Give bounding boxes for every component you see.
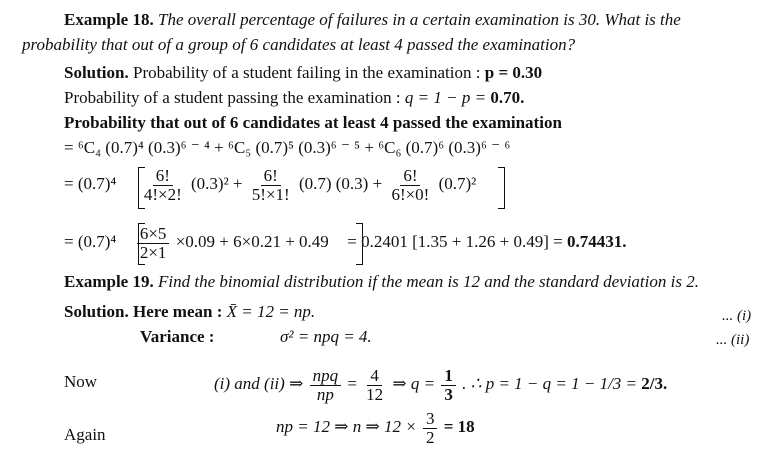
mean-equation: X̄ = 12 = np. xyxy=(226,302,316,321)
again-equation: np = 12 ⇒ n ⇒ 12 × xyxy=(276,417,417,436)
mean-line xyxy=(64,302,315,322)
term-5: = 0.2401 [1.35 + 1.26 + 0.49] = xyxy=(347,232,563,251)
example-18-line-2: probability that out of a group of 6 candidates at least 4 passed the examination? xyxy=(22,35,576,54)
now-derivation xyxy=(214,362,667,408)
mean-reference: ... (i) xyxy=(722,308,752,324)
passing-value: 0.70. xyxy=(490,88,525,107)
term-3: (0.7)² xyxy=(438,174,477,193)
failing-text: Probability of a student failing in the examination : xyxy=(132,63,481,82)
variance-reference: ... (ii) xyxy=(716,332,750,348)
fraction-expansion-line xyxy=(64,162,476,208)
right-bracket-1 xyxy=(498,167,505,209)
passing-probability-line xyxy=(64,88,524,108)
therefore-p: . ∴ p = 1 − q = 1 − 1/3 = xyxy=(462,374,638,393)
now-label: Now xyxy=(64,372,98,391)
simplification-line xyxy=(64,220,626,266)
passing-text: Probability of a student passing the examination : xyxy=(64,88,401,107)
left-bracket-2 xyxy=(138,223,145,265)
fraction-6-over-5-1: $\frac{6!}{5!\times 1!}$ xyxy=(251,165,290,204)
solution-19-label: Solution. xyxy=(64,302,129,321)
implies-q: ⇒ q = xyxy=(392,374,436,393)
equals-sign: = xyxy=(347,374,357,393)
failing-probability-line xyxy=(64,63,542,83)
final-result: 0.74431. xyxy=(566,232,627,251)
now-prefix: (i) and (ii) ⇒ xyxy=(214,374,304,393)
section-heading: Probability that out of 6 candidates at least 4 passed the examination xyxy=(64,113,562,132)
fraction-npq-over-np: $\frac{\text{npq}}{np}$ xyxy=(310,367,342,404)
fraction-6-over-4-2: $\frac{6!}{4!\times 2!}$ xyxy=(143,165,182,204)
term-1: (0.3)² + xyxy=(191,174,243,193)
again-derivation xyxy=(276,405,475,451)
example-19-question: Find the binomial distribution if the mean is 12 and the standard deviation is 2. xyxy=(157,272,699,291)
simplification-prefix: = (0.7)⁴ xyxy=(64,232,117,251)
expansion-prefix: = (0.7)⁴ xyxy=(64,174,117,193)
term-4: ×0.09 + 6×0.21 + 0.49 xyxy=(175,232,329,251)
example-18-line-1 xyxy=(64,10,681,30)
left-bracket-1 xyxy=(138,167,145,209)
example-19-label: Example 19. xyxy=(64,272,154,291)
mean-text: Here mean : xyxy=(132,302,223,321)
term-2: (0.7) (0.3) + xyxy=(298,174,383,193)
example-18-label: Example 18. xyxy=(64,10,154,29)
binomial-sum-line: = ⁶C₄ (0.7)⁴ (0.3)⁶ ⁻ ⁴ + ⁶C₅ (0.7)⁵ (0.3)⁶ ⁻ ⁵ + ⁶C₆ (0.7)⁶ (0.3)⁶ ⁻ ⁶ xyxy=(64,138,511,157)
fraction-4-over-12: $\frac{4}{12}$ xyxy=(366,365,384,404)
fraction-3-over-2: $\frac{3}{2}$ xyxy=(423,410,438,447)
again-label: Again xyxy=(64,425,106,444)
fraction-6-over-6-0: $\frac{6!}{6!\times 0!}$ xyxy=(391,165,430,204)
fraction-6x5-over-2x1: $\frac{6\times 5}{2\times 1}$ xyxy=(137,225,170,262)
right-bracket-2 xyxy=(356,223,363,265)
again-result: = 18 xyxy=(443,417,475,436)
p-result: 2/3. xyxy=(641,374,668,393)
variance-equation: σ² = npq = 4. xyxy=(280,327,372,346)
fraction-1-over-3: $\frac{1}{3}$ xyxy=(441,367,456,404)
solution-18-label: Solution. xyxy=(64,63,129,82)
passing-equation: q = 1 − p = xyxy=(404,88,487,107)
failing-equation: p = 0.30 xyxy=(484,63,543,82)
example-18-question-a: The overall percentage of failures in a certain examination is 30. What is the xyxy=(157,10,681,29)
variance-label: Variance : xyxy=(140,327,215,346)
example-19-line xyxy=(64,272,699,292)
